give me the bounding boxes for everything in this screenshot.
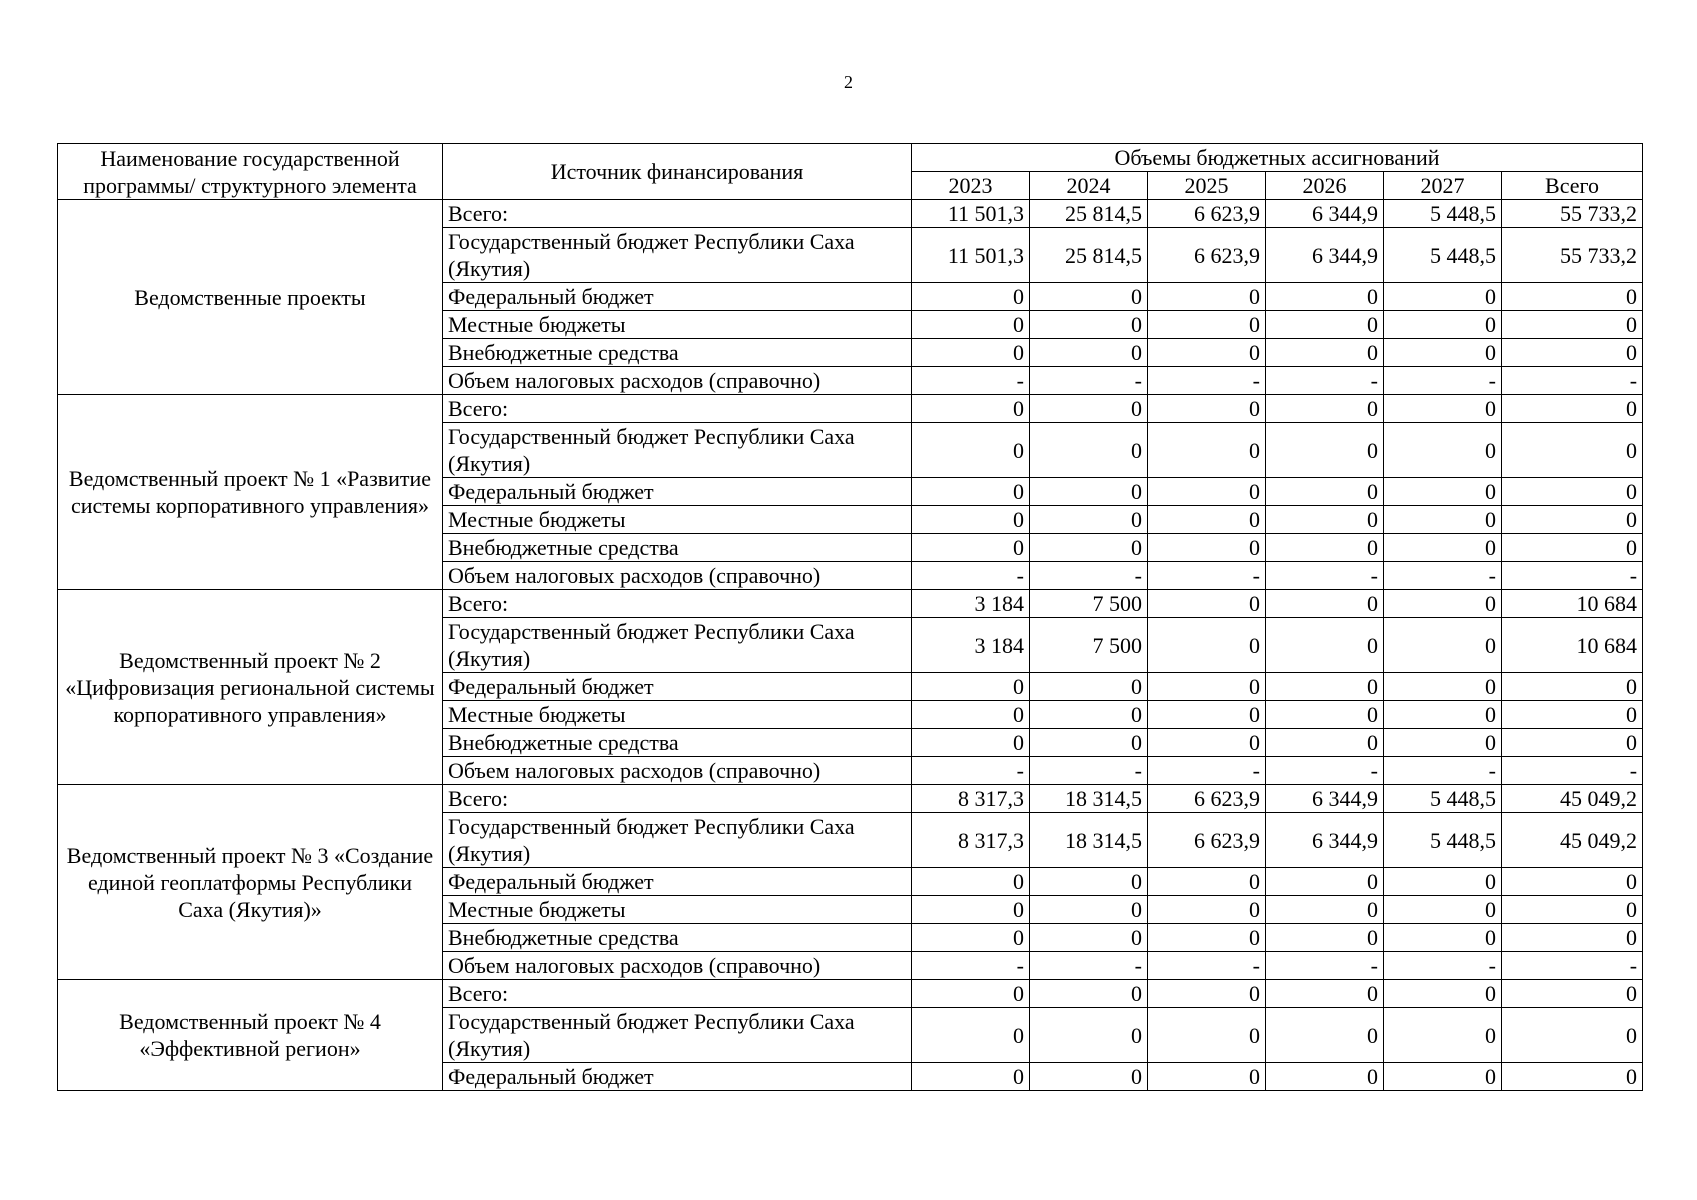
year-value-cell: 3 184 xyxy=(912,618,1030,673)
year-value-cell: 0 xyxy=(1030,1008,1148,1063)
year-value-cell: 0 xyxy=(1384,423,1502,478)
program-name-cell: Ведомственный проект № 4 «Эффективной регион» xyxy=(58,980,443,1091)
header-total: Всего xyxy=(1502,172,1643,200)
year-value-cell: 0 xyxy=(1030,896,1148,924)
year-value-cell: 0 xyxy=(1266,311,1384,339)
funding-source-cell: Федеральный бюджет xyxy=(443,478,912,506)
year-value-cell: 0 xyxy=(1384,1063,1502,1091)
funding-source-cell: Внебюджетные средства xyxy=(443,339,912,367)
total-value-cell: - xyxy=(1502,562,1643,590)
program-name-cell: Ведомственный проект № 1 «Развитие системы корпоративного управления» xyxy=(58,395,443,590)
year-value-cell: 0 xyxy=(1384,618,1502,673)
funding-source-cell: Всего: xyxy=(443,980,912,1008)
year-value-cell: 0 xyxy=(1266,534,1384,562)
year-value-cell: 0 xyxy=(912,673,1030,701)
year-value-cell: 0 xyxy=(1266,924,1384,952)
year-value-cell: 0 xyxy=(1266,868,1384,896)
total-value-cell: - xyxy=(1502,757,1643,785)
year-value-cell: 0 xyxy=(1266,1008,1384,1063)
year-value-cell: 0 xyxy=(1384,311,1502,339)
total-value-cell: 0 xyxy=(1502,729,1643,757)
year-value-cell: 0 xyxy=(1384,339,1502,367)
total-value-cell: 0 xyxy=(1502,506,1643,534)
year-value-cell: 11 501,3 xyxy=(912,200,1030,228)
total-value-cell: 10 684 xyxy=(1502,590,1643,618)
year-value-cell: - xyxy=(1148,562,1266,590)
year-value-cell: 6 623,9 xyxy=(1148,228,1266,283)
year-value-cell: - xyxy=(1148,757,1266,785)
year-value-cell: 0 xyxy=(912,729,1030,757)
year-value-cell: 0 xyxy=(1266,673,1384,701)
year-value-cell: 0 xyxy=(912,534,1030,562)
year-value-cell: 3 184 xyxy=(912,590,1030,618)
year-value-cell: 25 814,5 xyxy=(1030,228,1148,283)
year-value-cell: - xyxy=(1384,757,1502,785)
year-value-cell: 0 xyxy=(1384,896,1502,924)
year-value-cell: 18 314,5 xyxy=(1030,813,1148,868)
year-value-cell: 0 xyxy=(1030,283,1148,311)
year-value-cell: 0 xyxy=(912,506,1030,534)
year-value-cell: 6 623,9 xyxy=(1148,785,1266,813)
total-value-cell: - xyxy=(1502,952,1643,980)
year-value-cell: - xyxy=(1384,562,1502,590)
year-value-cell: 0 xyxy=(1266,896,1384,924)
year-value-cell: 0 xyxy=(1266,395,1384,423)
total-value-cell: 0 xyxy=(1502,339,1643,367)
year-value-cell: 5 448,5 xyxy=(1384,785,1502,813)
funding-source-cell: Местные бюджеты xyxy=(443,506,912,534)
year-value-cell: 7 500 xyxy=(1030,590,1148,618)
year-value-cell: 0 xyxy=(1148,1063,1266,1091)
year-value-cell: 0 xyxy=(1384,395,1502,423)
total-value-cell: 0 xyxy=(1502,1063,1643,1091)
total-value-cell: 45 049,2 xyxy=(1502,785,1643,813)
year-value-cell: - xyxy=(1030,757,1148,785)
year-value-cell: 0 xyxy=(1030,701,1148,729)
funding-source-cell: Федеральный бюджет xyxy=(443,868,912,896)
total-value-cell: 0 xyxy=(1502,423,1643,478)
program-name-cell: Ведомственный проект № 3 «Создание единой геоплатформы Республики Саха (Якутия)» xyxy=(58,785,443,980)
year-value-cell: 0 xyxy=(1148,534,1266,562)
year-value-cell: 0 xyxy=(1030,395,1148,423)
total-value-cell: 0 xyxy=(1502,980,1643,1008)
page-number: 2 xyxy=(844,72,853,92)
year-value-cell: - xyxy=(1266,367,1384,395)
year-value-cell: 0 xyxy=(1148,673,1266,701)
year-value-cell: 0 xyxy=(912,1008,1030,1063)
year-value-cell: 0 xyxy=(1384,980,1502,1008)
year-value-cell: - xyxy=(1266,562,1384,590)
year-value-cell: - xyxy=(1030,562,1148,590)
year-value-cell: 0 xyxy=(1384,534,1502,562)
total-value-cell: 0 xyxy=(1502,924,1643,952)
funding-source-cell: Местные бюджеты xyxy=(443,311,912,339)
year-value-cell: 0 xyxy=(912,311,1030,339)
year-value-cell: - xyxy=(1266,757,1384,785)
total-value-cell: 0 xyxy=(1502,701,1643,729)
funding-source-cell: Государственный бюджет Республики Саха (Якутия) xyxy=(443,228,912,283)
funding-source-cell: Объем налоговых расходов (справочно) xyxy=(443,562,912,590)
year-value-cell: 0 xyxy=(912,1063,1030,1091)
funding-source-cell: Внебюджетные средства xyxy=(443,534,912,562)
funding-source-cell: Всего: xyxy=(443,590,912,618)
year-value-cell: 6 344,9 xyxy=(1266,200,1384,228)
year-value-cell: 0 xyxy=(912,980,1030,1008)
total-value-cell: 0 xyxy=(1502,311,1643,339)
program-name-cell: Ведомственный проект № 2 «Цифровизация региональной системы корпоративного управления» xyxy=(58,590,443,785)
funding-source-cell: Государственный бюджет Республики Саха (Якутия) xyxy=(443,813,912,868)
year-value-cell: 0 xyxy=(1148,701,1266,729)
funding-source-cell: Местные бюджеты xyxy=(443,701,912,729)
total-value-cell: 10 684 xyxy=(1502,618,1643,673)
year-value-cell: 5 448,5 xyxy=(1384,228,1502,283)
year-value-cell: - xyxy=(912,562,1030,590)
year-value-cell: 0 xyxy=(1384,590,1502,618)
program-name-cell: Ведомственные проекты xyxy=(58,200,443,395)
year-value-cell: 0 xyxy=(1030,506,1148,534)
year-value-cell: 0 xyxy=(912,701,1030,729)
year-value-cell: 0 xyxy=(1030,980,1148,1008)
year-value-cell: 0 xyxy=(1384,673,1502,701)
year-value-cell: 0 xyxy=(1384,924,1502,952)
year-value-cell: 0 xyxy=(1266,729,1384,757)
year-value-cell: 6 623,9 xyxy=(1148,813,1266,868)
year-value-cell: 6 344,9 xyxy=(1266,785,1384,813)
year-value-cell: 8 317,3 xyxy=(912,785,1030,813)
year-value-cell: 0 xyxy=(1148,868,1266,896)
year-value-cell: 0 xyxy=(1148,980,1266,1008)
year-value-cell: 0 xyxy=(1030,924,1148,952)
year-value-cell: 0 xyxy=(1030,1063,1148,1091)
funding-source-cell: Федеральный бюджет xyxy=(443,1063,912,1091)
year-value-cell: 0 xyxy=(1030,534,1148,562)
year-value-cell: 18 314,5 xyxy=(1030,785,1148,813)
year-value-cell: 0 xyxy=(1266,283,1384,311)
funding-source-cell: Всего: xyxy=(443,200,912,228)
year-value-cell: 0 xyxy=(1266,701,1384,729)
year-value-cell: - xyxy=(1266,952,1384,980)
year-value-cell: 0 xyxy=(1266,618,1384,673)
year-value-cell: 6 344,9 xyxy=(1266,813,1384,868)
year-value-cell: 0 xyxy=(1148,1008,1266,1063)
year-value-cell: 0 xyxy=(912,339,1030,367)
funding-source-cell: Внебюджетные средства xyxy=(443,729,912,757)
year-value-cell: 0 xyxy=(1030,311,1148,339)
header-year: 2024 xyxy=(1030,172,1148,200)
year-value-cell: - xyxy=(1148,952,1266,980)
funding-source-cell: Федеральный бюджет xyxy=(443,283,912,311)
header-year: 2027 xyxy=(1384,172,1502,200)
funding-source-cell: Объем налоговых расходов (справочно) xyxy=(443,367,912,395)
header-year: 2023 xyxy=(912,172,1030,200)
funding-source-cell: Федеральный бюджет xyxy=(443,673,912,701)
year-value-cell: 5 448,5 xyxy=(1384,200,1502,228)
year-value-cell: 8 317,3 xyxy=(912,813,1030,868)
table-row xyxy=(58,395,1643,423)
year-value-cell: 0 xyxy=(1030,673,1148,701)
year-value-cell: - xyxy=(1384,367,1502,395)
table-row xyxy=(58,590,1643,618)
total-value-cell: 0 xyxy=(1502,868,1643,896)
header-year: 2026 xyxy=(1266,172,1384,200)
total-value-cell: 55 733,2 xyxy=(1502,200,1643,228)
year-value-cell: 0 xyxy=(912,283,1030,311)
year-value-cell: - xyxy=(1030,952,1148,980)
year-value-cell: 0 xyxy=(1148,478,1266,506)
table-row xyxy=(58,980,1643,1008)
year-value-cell: 0 xyxy=(1030,478,1148,506)
year-value-cell: 0 xyxy=(1148,283,1266,311)
table-header xyxy=(58,144,1643,200)
year-value-cell: 0 xyxy=(1148,423,1266,478)
year-value-cell: 0 xyxy=(912,868,1030,896)
year-value-cell: 0 xyxy=(1266,478,1384,506)
year-value-cell: 0 xyxy=(1030,868,1148,896)
year-value-cell: 0 xyxy=(1266,339,1384,367)
year-value-cell: 0 xyxy=(1384,283,1502,311)
total-value-cell: 0 xyxy=(1502,1008,1643,1063)
funding-source-cell: Всего: xyxy=(443,785,912,813)
year-value-cell: 6 623,9 xyxy=(1148,200,1266,228)
year-value-cell: 0 xyxy=(1384,478,1502,506)
funding-source-cell: Всего: xyxy=(443,395,912,423)
year-value-cell: 0 xyxy=(1266,980,1384,1008)
year-value-cell: 0 xyxy=(1266,1063,1384,1091)
funding-source-cell: Государственный бюджет Республики Саха (Якутия) xyxy=(443,618,912,673)
year-value-cell: 25 814,5 xyxy=(1030,200,1148,228)
total-value-cell: 0 xyxy=(1502,395,1643,423)
year-value-cell: 7 500 xyxy=(1030,618,1148,673)
year-value-cell: 0 xyxy=(1384,506,1502,534)
table-body xyxy=(58,200,1643,1091)
year-value-cell: 0 xyxy=(1384,1008,1502,1063)
total-value-cell: 45 049,2 xyxy=(1502,813,1643,868)
year-value-cell: 0 xyxy=(1384,701,1502,729)
year-value-cell: 0 xyxy=(1384,729,1502,757)
year-value-cell: 5 448,5 xyxy=(1384,813,1502,868)
funding-source-cell: Объем налоговых расходов (справочно) xyxy=(443,757,912,785)
table-row xyxy=(58,200,1643,228)
year-value-cell: 11 501,3 xyxy=(912,228,1030,283)
year-value-cell: 0 xyxy=(912,395,1030,423)
year-value-cell: 0 xyxy=(1148,924,1266,952)
total-value-cell: 0 xyxy=(1502,478,1643,506)
year-value-cell: 0 xyxy=(1384,868,1502,896)
year-value-cell: 0 xyxy=(1266,506,1384,534)
year-value-cell: 0 xyxy=(1148,729,1266,757)
total-value-cell: - xyxy=(1502,367,1643,395)
year-value-cell: 0 xyxy=(912,423,1030,478)
year-value-cell: 0 xyxy=(1266,590,1384,618)
year-value-cell: 0 xyxy=(1266,423,1384,478)
total-value-cell: 0 xyxy=(1502,534,1643,562)
funding-source-cell: Объем налоговых расходов (справочно) xyxy=(443,952,912,980)
total-value-cell: 0 xyxy=(1502,673,1643,701)
year-value-cell: 0 xyxy=(1030,729,1148,757)
year-value-cell: - xyxy=(912,952,1030,980)
header-volumes: Объемы бюджетных ассигнований xyxy=(912,144,1643,172)
funding-source-cell: Государственный бюджет Республики Саха (Якутия) xyxy=(443,423,912,478)
year-value-cell: - xyxy=(912,367,1030,395)
year-value-cell: 0 xyxy=(1030,423,1148,478)
year-value-cell: - xyxy=(1030,367,1148,395)
year-value-cell: - xyxy=(1384,952,1502,980)
total-value-cell: 0 xyxy=(1502,283,1643,311)
year-value-cell: - xyxy=(1148,367,1266,395)
header-source-column: Источник финансирования xyxy=(443,144,912,200)
funding-source-cell: Местные бюджеты xyxy=(443,896,912,924)
year-value-cell: 0 xyxy=(1030,339,1148,367)
total-value-cell: 55 733,2 xyxy=(1502,228,1643,283)
total-value-cell: 0 xyxy=(1502,896,1643,924)
year-value-cell: 0 xyxy=(1148,311,1266,339)
year-value-cell: 0 xyxy=(1148,590,1266,618)
table-row xyxy=(58,785,1643,813)
year-value-cell: 0 xyxy=(1148,395,1266,423)
header-name-column: Наименование государственной программы/ структурного элемента xyxy=(58,144,443,200)
year-value-cell: 0 xyxy=(912,478,1030,506)
year-value-cell: 0 xyxy=(1148,896,1266,924)
funding-source-cell: Внебюджетные средства xyxy=(443,924,912,952)
year-value-cell: 0 xyxy=(1148,506,1266,534)
header-year: 2025 xyxy=(1148,172,1266,200)
year-value-cell: 0 xyxy=(1148,339,1266,367)
year-value-cell: 0 xyxy=(912,924,1030,952)
budget-table xyxy=(57,143,1643,1091)
year-value-cell: 0 xyxy=(912,896,1030,924)
year-value-cell: - xyxy=(912,757,1030,785)
year-value-cell: 0 xyxy=(1148,618,1266,673)
year-value-cell: 6 344,9 xyxy=(1266,228,1384,283)
funding-source-cell: Государственный бюджет Республики Саха (Якутия) xyxy=(443,1008,912,1063)
